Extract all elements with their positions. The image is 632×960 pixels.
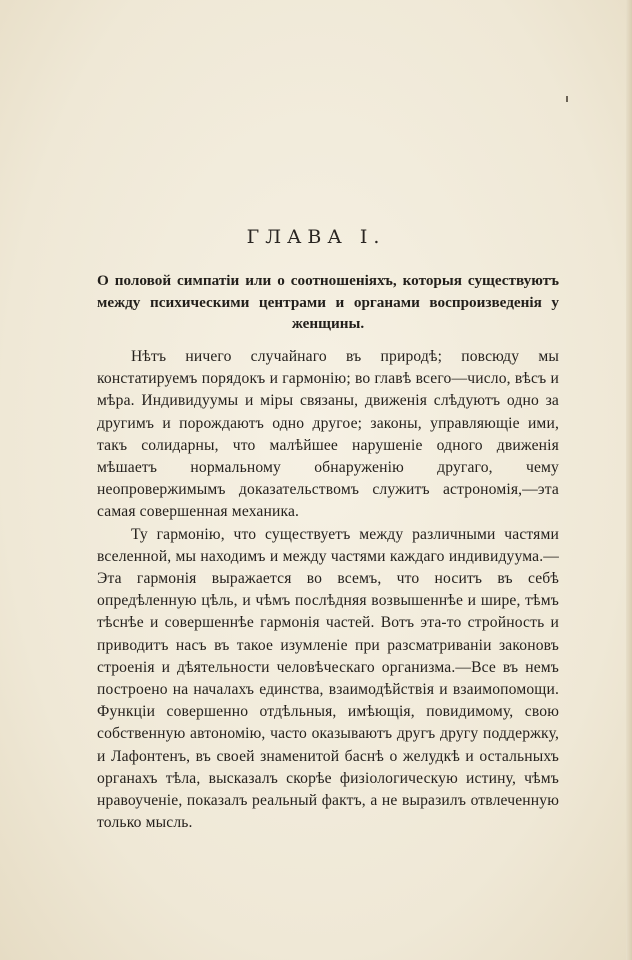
print-mark (566, 96, 568, 102)
chapter-title: ГЛАВА I. (246, 226, 386, 248)
chapter-subtitle: О половой симпатіи или о соотношеніяхъ, которыя существуютъ между психическими центрами и органами воспроизведенія у женщины. (97, 272, 559, 332)
page-edge-shadow (626, 0, 632, 960)
paragraph-1: Нѣтъ ничего случайнаго въ природѣ; повсюду мы констатируемъ порядокъ и гармонію; во главѣ всего—число, вѣсъ и мѣра. Индивидуумы и міры связаны, движенія слѣдуютъ одно за другимъ и порождаютъ одно другое; законы, управляющіе ими, такъ солидарны, что малѣйшее нарушеніе одного движенія мѣшаетъ нормальному обнаруженію другаго, чему неопровержимымъ доказательствомъ служитъ астрономія,—эта самая совершенная механика. (97, 348, 559, 521)
body-text (97, 346, 559, 834)
paragraph-2: Ту гармонію, что существуетъ между различными частями вселенной, мы находимъ и между частями каждаго индивидуума.—Эта гармонія выражается во всемъ, что носитъ въ себѣ опредѣленную цѣль, и чѣмъ послѣдняя возвышеннѣе и шире, тѣмъ тѣснѣе и совершеннѣе гармонія частей. Вотъ эта-то стройность и приводитъ насъ въ такое изумленіе при разсматриваніи законовъ строенія и дѣятельности человѣческаго организма.—Все въ немъ построено на началахъ единства, взаимодѣйствія и взаимопомощи. Функціи совершенно отдѣльныя, имѣющія, повидимому, свою собственную автономію, часто оказываютъ другъ другу поддержку, и Лафонтенъ, въ своей знаменитой баснѣ о желудкѣ и остальныхъ органахъ тѣла, высказалъ скорѣе физіологическую истину, чѣмъ нравоученіе, показалъ реальный фактъ, а не выразилъ отвлеченную только мысль. (97, 525, 559, 832)
